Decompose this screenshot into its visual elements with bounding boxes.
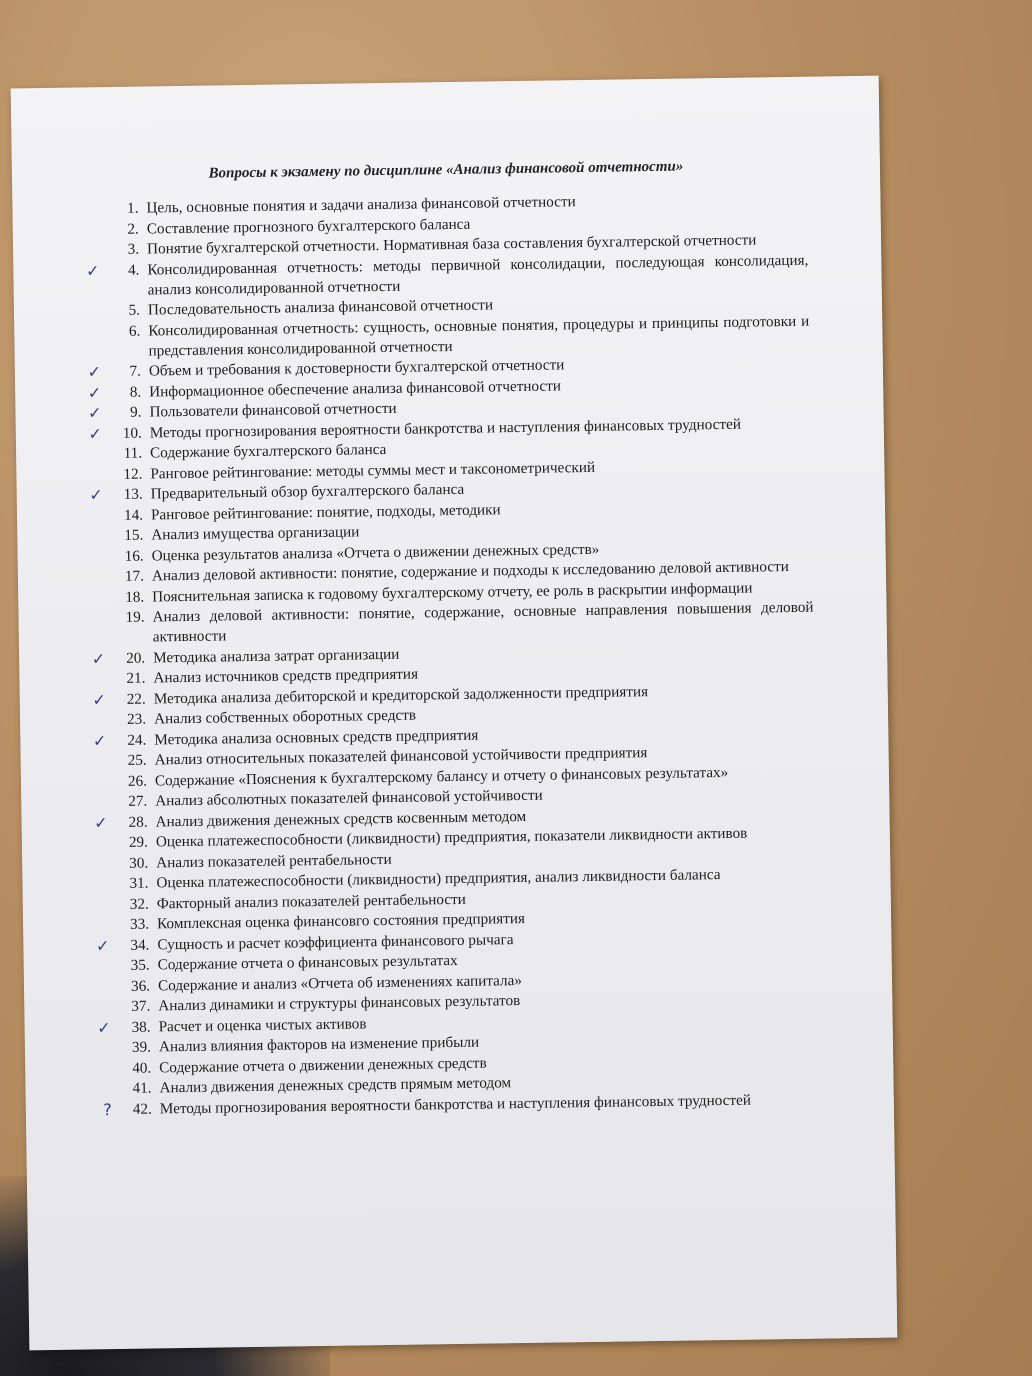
question-text: Расчет и оценка чистых активов [158,1014,367,1035]
question-text: Методы прогнозирования вероятности банкротства и наступления финансовых трудностей [149,415,742,441]
question-text: Цель, основные понятия и задачи анализа финансовой отчетности [146,193,576,217]
question-text: Анализ движения денежных средств прямым методом [159,1074,512,1097]
question-number: 39. [131,1038,152,1056]
question-number: 36. [130,977,151,995]
handwritten-mark: ✓ [87,403,102,423]
handwritten-mark: ✓ [91,648,106,668]
question-number: 1. [126,199,139,217]
question-text: Информационное обеспечение анализа финансовой отчетности [149,376,562,400]
question-text: Содержание отчета о движении денежных средств [159,1054,487,1076]
questions-list [85,189,821,1120]
question-number: 20. [126,649,146,667]
handwritten-mark: ✓ [92,689,106,709]
question-text: Консолидированная отчетность: методы первичной консолидации, последующая консолидация, анализ консолидированной отчетности [147,251,809,298]
question-number: 4. [127,261,140,279]
handwritten-mark: ✓ [95,935,110,955]
question-text: Факторный анализ показателей рентабельности [156,890,466,912]
handwritten-mark: ✓ [92,730,107,750]
question-number: 9. [129,403,142,421]
question-number: 33. [129,915,150,933]
question-number: 16. [124,547,144,565]
question-number: 27. [128,792,148,810]
question-text: Анализ относительных показателей финансовой устойчивости предприятия [154,744,648,769]
question-number: 25. [127,751,147,769]
question-number: 38. [131,1018,151,1036]
question-text: Методика анализа дебиторской и кредиторской задолженности предприятия [153,682,649,707]
question-text: Ранговое рейтингование: понятие, подходы, методики [150,500,501,523]
question-text: Составление прогнозного бухгалтерского баланса [146,215,471,238]
handwritten-mark: ? [103,1099,112,1119]
question-number: 37. [131,997,151,1015]
question-number: 10. [122,424,142,442]
question-text: Оценка результатов анализа «Отчета о движении денежных средств» [151,540,600,564]
question-text: Комплексная оценка финансовго состояния предприятия [156,909,526,933]
question-text: Последовательность анализа финансовой отчетности [147,296,494,319]
question-text: Пользователи финансовой отчетности [149,399,397,421]
question-text: Содержание «Пояснения к бухгалтерскому балансу и отчету о финансовых результатах» [154,763,729,789]
question-number: 40. [132,1059,152,1077]
question-number: 13. [123,485,143,503]
question-text: Методы прогнозирования вероятности банкротства и наступления финансовых трудностей [159,1091,752,1117]
question-text: Анализ источников средств предприятия [153,665,419,687]
question-text: Анализ абсолютных показателей финансовой устойчивости [155,786,543,810]
question-number: 30. [129,854,149,872]
question-number: 22. [126,690,146,708]
question-text: Анализ движения денежных средств косвенным методом [155,807,527,830]
question-text: Анализ влияния факторов на изменение прибыли [158,1033,480,1056]
question-text: Ранговое рейтингование: методы суммы мест и таксонометрический [150,458,596,482]
question-text: Понятие бухгалтерской отчетности. Нормативная база составления бухгалтерской отчетности [146,231,757,258]
question-number: 7. [129,362,142,380]
handwritten-mark: ✓ [94,812,108,832]
question-text: Анализ динамики и структуры финансовых результатов [158,992,521,1015]
question-text: Пояснительная записка к годовому бухгалтерскому отчету, ее роль в раскрытии информации [152,579,753,605]
question-text: Содержание и анализ «Отчета об изменениях капитала» [157,971,523,994]
question-number: 18. [125,588,145,606]
question-number: 28. [128,813,148,831]
question-text: Анализ деловой активности: понятие, содержание, основные направления повышения деловой активности [152,598,814,646]
question-number: 31. [129,874,149,892]
question-number: 23. [126,710,147,728]
question-text: Сущность и расчет коэффициента финансового рычага [157,930,514,953]
question-number: 29. [128,833,149,851]
handwritten-mark: ✓ [87,382,102,402]
question-text: Анализ собственных оборотных средств [153,706,417,728]
question-text: Методика анализа затрат организации [153,645,400,666]
question-number: 32. [129,895,149,913]
question-number: 2. [127,220,139,238]
question-number: 26. [127,772,148,790]
handwritten-mark: ✓ [97,1017,111,1037]
handwritten-mark: ✓ [87,362,102,382]
question-number: 3. [127,240,140,258]
question-number: 21. [126,669,146,687]
question-text: Анализ показателей рентабельности [156,850,392,871]
question-text: Предварительный обзор бухгалтерского баланса [150,480,465,503]
handwritten-mark: ✓ [89,485,103,505]
question-number: 6. [128,322,141,340]
question-number: 42. [132,1100,152,1118]
question-number: 15. [124,526,144,544]
question-text: Методика анализа основных средств предприятия [154,726,479,748]
question-text: Анализ деловой активности: понятие, содержание и подходы к исследованию деловой активности [151,558,789,585]
handwritten-mark: ✓ [85,260,100,280]
question-number: 19. [125,608,145,626]
question-number: 24. [127,731,147,749]
question-number: 11. [123,444,143,462]
question-number: 41. [132,1079,152,1097]
question-text: Объем и требования к достоверности бухгалтерской отчетности [148,356,565,380]
document-title: Вопросы к экзамену по дисциплине «Анализ финансовой отчетности» [208,158,684,182]
question-text: Оценка платежеспособности (ликвидности) предприятия, анализ ликвидности баланса [156,866,721,892]
question-number: 17. [124,567,145,585]
handwritten-mark: ✓ [88,423,102,443]
question-text: Содержание отчета о финансовых результатах [157,951,458,974]
question-number: 12. [123,465,143,483]
exam-questions-sheet [11,76,898,1351]
question-text: Анализ имущества организации [151,523,360,544]
question-text: Консолидированная отчетность: сущность, основные понятия, процедуры и принципы подготовки и представления консолидированной отчетности [148,312,810,359]
question-number: 5. [128,301,141,319]
question-number: 14. [123,506,144,524]
question-text: Оценка платежеспособности (ликвидности) предприятия, показатели ликвидности активов [155,824,748,851]
question-number: 35. [130,956,150,974]
question-text: Содержание бухгалтерского баланса [149,440,387,462]
question-number: 34. [130,936,150,954]
question-number: 8. [129,383,142,401]
